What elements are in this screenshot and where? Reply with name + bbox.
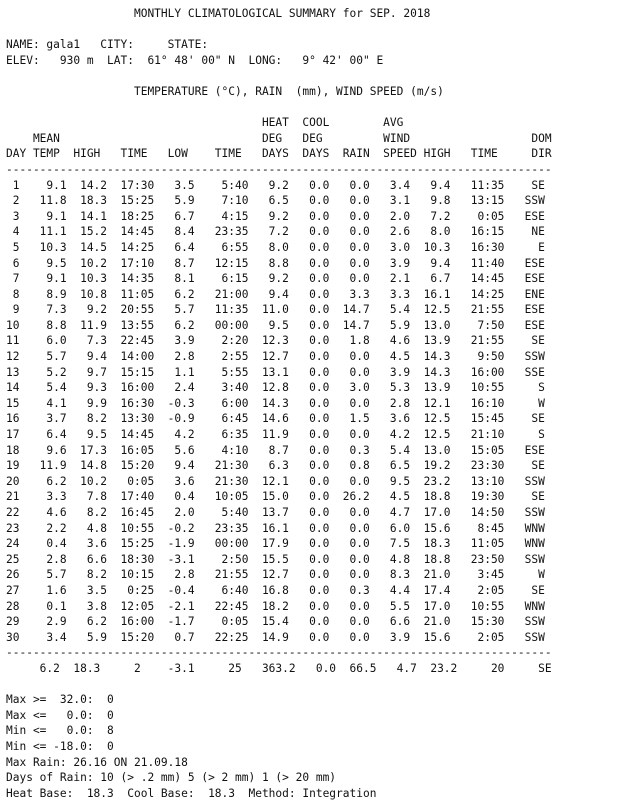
table-row: 17 6.4 9.5 14:45 4.2 6:35 11.9 0.0 0.0 4.2 12.5 21:10 S	[6, 428, 545, 442]
spacer	[6, 22, 622, 38]
footer-line: Min <= 0.0: 8	[6, 724, 114, 738]
table-row: 15 4.1 9.9 16:30 -0.3 6:00 14.3 0.0 0.0 2.8 12.1 16:10 W	[6, 396, 545, 410]
table-row: 12 5.7 9.4 14:00 2.8 2:55 12.7 0.0 0.0 4.5 14.3 9:50 SSW	[6, 350, 545, 364]
column-header-line: HEAT COOL AVG	[6, 116, 404, 130]
table-row: 26 5.7 8.2 10:15 2.8 21:55 12.7 0.0 0.0 8.3 21.0 3:45 W	[6, 568, 545, 582]
footer-line: Max <= 0.0: 0	[6, 708, 114, 722]
table-row: 9 7.3 9.2 20:55 5.7 11:35 11.0 0.0 14.7 5.4 12.5 21:55 ESE	[6, 303, 545, 317]
table-row: 4 11.1 15.2 14:45 8.4 23:35 7.2 0.0 0.0 2.6 8.0 16:15 NE	[6, 225, 545, 239]
table-row: 19 11.9 14.8 15:20 9.4 21:30 6.3 0.0 0.8 6.5 19.2 23:30 SE	[6, 459, 545, 473]
table-row: 6 9.5 10.2 17:10 8.7 12:15 8.8 0.0 0.0 3.9 9.4 11:40 ESE	[6, 256, 545, 270]
days-of-rain-line: Days of Rain: 10 (> .2 mm) 5 (> 2 mm) 1 (> 20 mm)	[6, 771, 337, 785]
table-row: 21 3.3 7.8 17:40 0.4 10:05 15.0 0.0 26.2 4.5 18.8 19:30 SE	[6, 490, 545, 504]
footer-line: Max >= 32.0: 0	[6, 693, 114, 707]
spacer	[6, 677, 622, 693]
summary-row: 6.2 18.3 2 -3.1 25 363.2 0.0 66.5 4.7 23.2 20 SE	[6, 661, 552, 675]
table-row: 10 8.8 11.9 13:55 6.2 00:00 9.5 0.0 14.7 5.9 13.0 7:50 ESE	[6, 318, 545, 332]
table-row: 25 2.8 6.6 18:30 -3.1 2:50 15.5 0.0 0.0 4.8 18.8 23:50 SSW	[6, 552, 545, 566]
column-header-line: DAY TEMP HIGH TIME LOW TIME DAYS DAYS RAIN SPEED HIGH TIME DIR	[6, 147, 552, 161]
table-row: 8 8.9 10.8 11:05 6.2 21:00 9.4 0.0 3.3 3.3 16.1 14:25 ENE	[6, 287, 545, 301]
table-row: 30 3.4 5.9 15:20 0.7 22:25 14.9 0.0 0.0 3.9 15.6 2:05 SSW	[6, 630, 545, 644]
footer-line: Min <= -18.0: 0	[6, 739, 114, 753]
table-row: 29 2.9 6.2 16:00 -1.7 0:05 15.4 0.0 0.0 6.6 21.0 15:30 SSW	[6, 615, 545, 629]
table-row: 13 5.2 9.7 15:15 1.1 5:55 13.1 0.0 0.0 3.9 14.3 16:00 SSE	[6, 365, 545, 379]
table-row: 22 4.6 8.2 16:45 2.0 5:40 13.7 0.0 0.0 4.7 17.0 14:50 SSW	[6, 506, 545, 519]
table-row: 16 3.7 8.2 13:30 -0.9 6:45 14.6 0.0 1.5 3.6 12.5 15:45 SE	[6, 412, 545, 426]
max-rain-line: Max Rain: 26.16 ON 21.09.18	[6, 755, 188, 769]
table-row: 11 6.0 7.3 22:45 3.9 2:20 12.3 0.0 1.8 4.6 13.9 21:55 SE	[6, 334, 545, 348]
base-method-line: Heat Base: 18.3 Cool Base: 18.3 Method: Integration	[6, 786, 377, 800]
separator-line: ---------------------------------------------------------------------------------	[6, 162, 552, 176]
spacer	[6, 68, 622, 84]
table-row: 24 0.4 3.6 15:25 -1.9 00:00 17.9 0.0 0.0 7.5 18.3 11:05 WNW	[6, 537, 545, 551]
table-row: 2 11.8 18.3 15:25 5.9 7:10 6.5 0.0 0.0 3.1 9.8 13:15 SSW	[6, 194, 545, 208]
table-row: 20 6.2 10.2 0:05 3.6 21:30 12.1 0.0 0.0 9.5 23.2 13:10 SSW	[6, 474, 545, 488]
units-line: TEMPERATURE (°C), RAIN (mm), WIND SPEED (m/s)	[6, 84, 444, 98]
table-row: 7 9.1 10.3 14:35 8.1 6:15 9.2 0.0 0.0 2.1 6.7 14:45 ESE	[6, 272, 545, 286]
table-row: 3 9.1 14.1 18:25 6.7 4:15 9.2 0.0 0.0 2.0 7.2 0:05 ESE	[6, 209, 545, 223]
table-row: 1 9.1 14.2 17:30 3.5 5:40 9.2 0.0 0.0 3.4 9.4 11:35 SE	[6, 178, 545, 192]
separator-line: ---------------------------------------------------------------------------------	[6, 646, 552, 660]
station-info-line: NAME: gala1 CITY: STATE:	[6, 38, 209, 52]
table-row: 14 5.4 9.3 16:00 2.4 3:40 12.8 0.0 3.0 5.3 13.9 10:55 S	[6, 381, 545, 395]
table-row: 5 10.3 14.5 14:25 6.4 6:55 8.0 0.0 0.0 3.0 10.3 16:30 E	[6, 240, 545, 254]
table-row: 23 2.2 4.8 10:55 -0.2 23:35 16.1 0.0 0.0 6.0 15.6 8:45 WNW	[6, 521, 545, 535]
location-info-line: ELEV: 930 m LAT: 61° 48' 00" N LONG: 9° 42' 00" E	[6, 53, 384, 67]
table-row: 27 1.6 3.5 0:25 -0.4 6:40 16.8 0.0 0.3 4.4 17.4 2:05 SE	[6, 583, 545, 597]
table-row: 18 9.6 17.3 16:05 5.6 4:10 8.7 0.0 0.3 5.4 13.0 15:05 ESE	[6, 443, 545, 457]
report-title: MONTHLY CLIMATOLOGICAL SUMMARY for SEP. 2018	[6, 7, 431, 20]
spacer	[6, 100, 622, 116]
table-row: 28 0.1 3.8 12:05 -2.1 22:45 18.2 0.0 0.0 5.5 17.0 10:55 WNW	[6, 599, 545, 613]
column-header-line: MEAN DEG DEG WIND DOM	[6, 131, 552, 145]
